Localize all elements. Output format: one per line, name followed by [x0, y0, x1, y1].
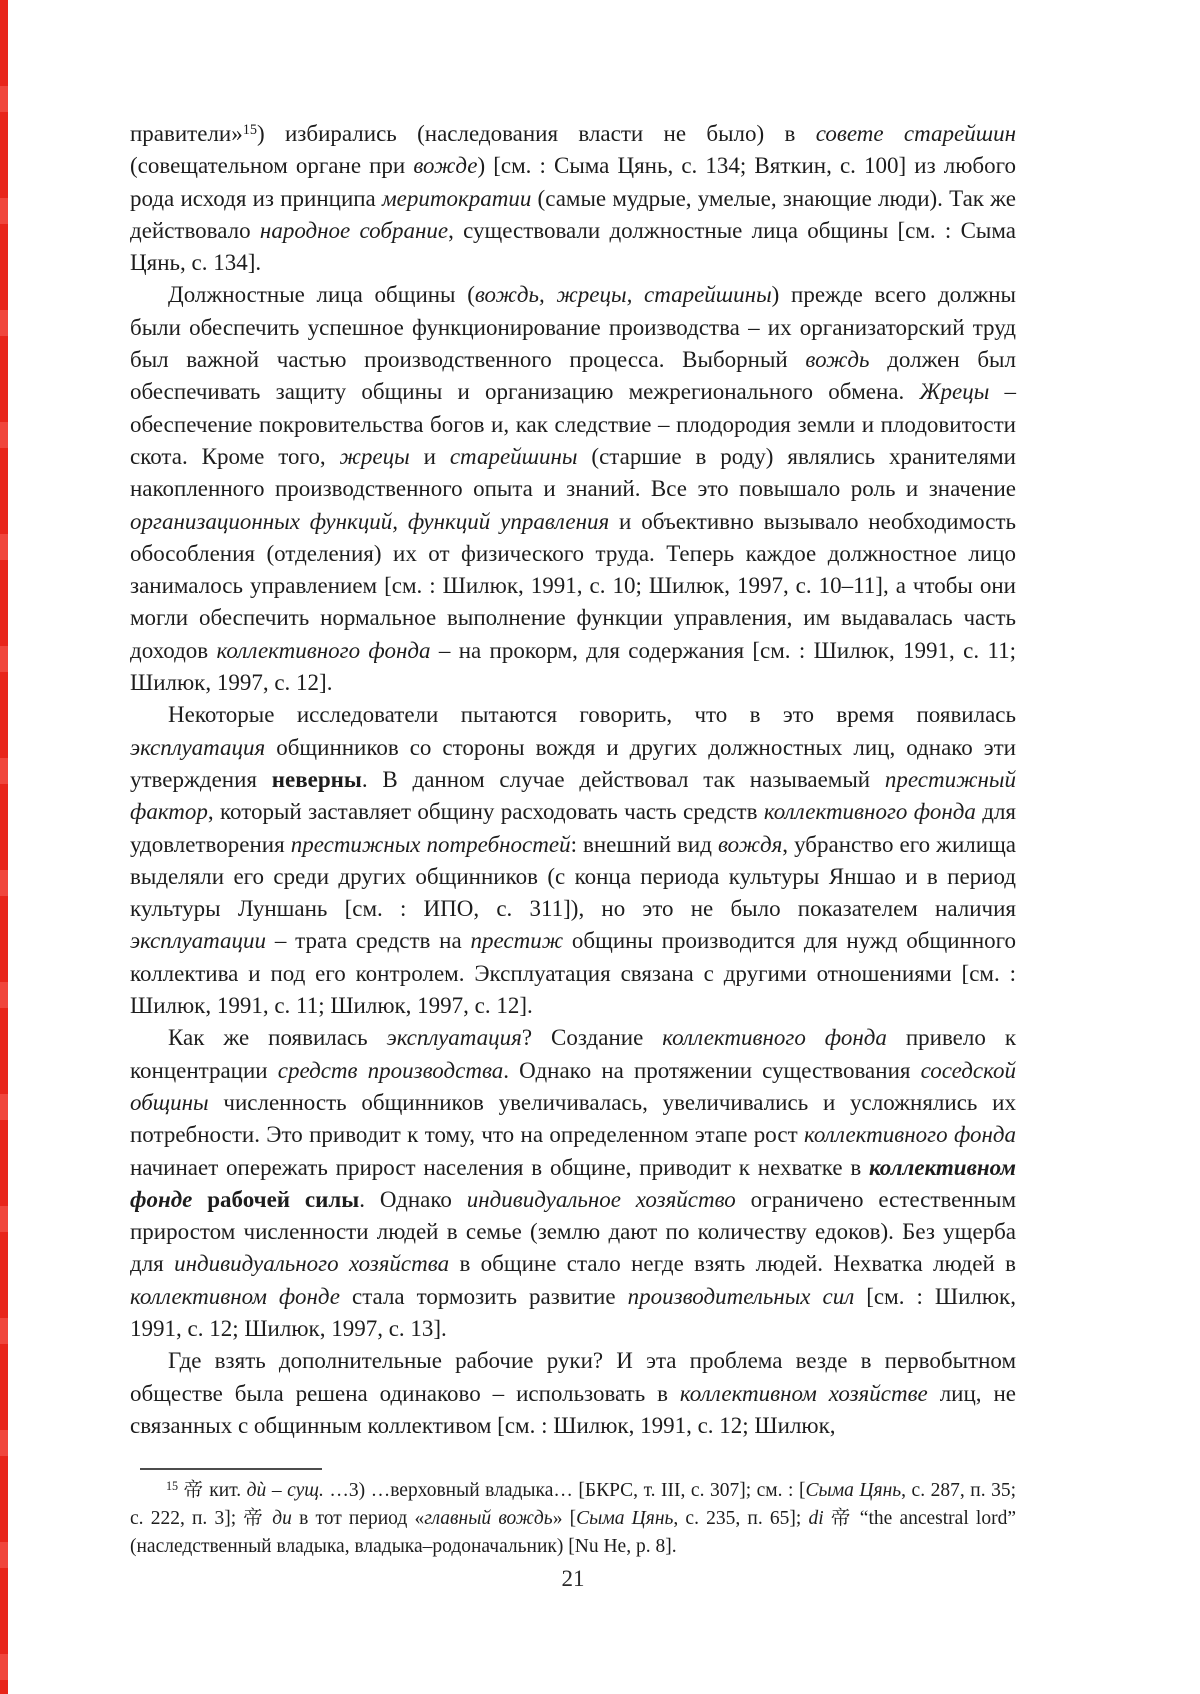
text-run: индивидуального хозяйства	[174, 1251, 450, 1277]
text-run: коллективном хозяйстве	[679, 1380, 928, 1406]
text-run: престижный фактор	[130, 766, 1017, 825]
text-run: начинает опережать прирост населения в общине, приводит к нехватке в	[130, 1154, 870, 1180]
text-run: 帝 “the ancestral lord” (наследственный владыка, владыка–родоначальник) [Nu He, p. 8].	[130, 1508, 1016, 1557]
left-edge-accent-bar	[0, 0, 8, 1694]
text-run: привело к концентрации	[130, 1025, 1017, 1083]
footnote-reference-mark: 15	[242, 122, 257, 139]
main-text-block	[130, 118, 1016, 1442]
text-run: , убранство его жилища выделяли его среди других общинников (с конца периода культуры Яншао и в период культуры Луншань [см. : ИПО, с. 311]), но это не было показателем наличия	[130, 831, 1017, 922]
text-run: общинников со стороны вождя и других должностных лиц, однако эти утверждения	[130, 734, 1016, 792]
paragraph	[130, 699, 1016, 1022]
text-run: совете старейшин	[815, 121, 1016, 146]
text-run: . В данном случае действовал так называемый	[361, 766, 885, 792]
text-run: коллективном фонде	[130, 1154, 1016, 1212]
text-run: вождя	[717, 831, 783, 857]
paragraph	[130, 1022, 1016, 1345]
text-run: неверны	[271, 766, 362, 792]
text-run: : внешний вид	[570, 831, 718, 857]
text-run: лиц, не связанных с общинным коллективом [см. : Шилюк, 1991, с. 12; Шилюк,	[130, 1380, 1016, 1438]
text-run: ? Создание	[521, 1025, 663, 1051]
text-run: дѝ	[246, 1480, 267, 1501]
text-run: [см. : Шилюк, 1991, с. 12; Шилюк, 1997, с. 13].	[130, 1283, 1016, 1341]
text-run: организационных функций, функций управления	[130, 508, 610, 534]
text-run: старейшины	[449, 443, 578, 469]
text-run: Некоторые исследователи пытаются говорить, что в это время появилась	[168, 702, 1016, 728]
text-run: 帝 кит.	[178, 1480, 247, 1501]
text-run: должен был обеспечивать защиту общины и организацию межрегионального обмена.	[130, 347, 1016, 405]
text-run: ди	[272, 1508, 292, 1529]
paragraph	[130, 279, 1016, 699]
text-run: , с. 235, п. 65];	[673, 1508, 809, 1529]
text-run: (старшие в роду) являлись хранителями накопленного производственного опыта и знаний. Все это повышало роль и значение	[130, 443, 1016, 502]
text-run: – обеспечение покровительства богов и, как следствие – плодородия земли и плодовитости скота. Кроме того,	[130, 379, 1017, 469]
text-run: в общине стало негде взять людей. Нехватка людей в	[449, 1251, 1016, 1277]
footnote-area	[130, 1468, 1016, 1561]
text-run: Сыма Цянь	[576, 1508, 674, 1529]
text-run: (совещательном органе при	[130, 153, 414, 179]
page-number: 21	[561, 1566, 585, 1591]
text-run: Сыма Цянь	[805, 1480, 902, 1501]
text-run: эксплуатации	[130, 928, 267, 954]
text-run: коллективном фонде	[130, 1283, 340, 1309]
text-run: коллективного фонда	[216, 637, 431, 663]
text-run: коллективного фонда	[763, 799, 976, 825]
text-run: жрецы	[339, 443, 410, 469]
text-run: и объективно вызывало необходимость обособления (отделения) их от физического труда. Теперь каждое должностное лицо занималось управлением [см. : Шилюк, 1991, с. 10; Шилюк, 1997, с. 10–11], а чтобы они могли обеспечить нормальное выполнение функции управления, им выдавалась часть доходов	[130, 508, 1016, 663]
text-run: , с. 287, п. 35; с. 222, п. 3]; 帝	[130, 1480, 1017, 1529]
footnote-reference-mark: 15	[166, 1479, 179, 1494]
text-run: вождь, жрецы, старейшины	[474, 282, 772, 308]
text-run: для удовлетворения	[130, 799, 1017, 857]
text-run: – трата средств на	[266, 928, 471, 954]
text-run: , который заставляет общину расходовать часть средств	[207, 799, 764, 825]
text-run: сущ.	[287, 1480, 324, 1501]
text-run: народное собрание	[259, 217, 449, 243]
text-run: главный вождь	[424, 1508, 553, 1529]
text-run: и	[409, 443, 450, 469]
text-run: численность общинников увеличивалась, увеличивались и усложнялись их потребности. Это приводит к тому, что на определенном этапе рост	[130, 1089, 1016, 1148]
paragraph	[130, 1345, 1016, 1442]
text-run: рабочей силы	[207, 1186, 360, 1212]
text-run: вождь	[805, 347, 870, 373]
text-run: эксплуатация	[130, 734, 266, 760]
text-run: ограничено естественным приростом численности людей в семье (землю дают по количеству едоков). Без ущерба для	[130, 1186, 1016, 1277]
text-run: Должностные лица общины (	[168, 282, 475, 308]
text-run: стала тормозить развитие	[339, 1283, 628, 1309]
text-run: престижных потребностей	[290, 831, 571, 857]
text-run: средств производства	[277, 1057, 504, 1083]
text-run: меритократии	[381, 185, 532, 211]
text-run: di	[808, 1508, 824, 1529]
text-run: коллективного фонда	[662, 1025, 887, 1051]
text-run: . Однако на протяжении существования	[503, 1057, 921, 1083]
text-run: Как же появилась	[168, 1025, 387, 1051]
text-run	[192, 1187, 207, 1212]
text-run: ) прежде всего должны были обеспечить успешное функционирование производства – их организаторский труд был важной частью производственного процесса. Выборный	[130, 282, 1017, 373]
text-run: . Однако	[359, 1186, 467, 1212]
text-run: коллективного фонда	[804, 1122, 1017, 1148]
text-run: в тот период «	[291, 1508, 425, 1529]
text-run: – на прокорм, для содержания [см. : Шилюк, 1991, с. 11; Шилюк, 1997, с. 12].	[130, 637, 1016, 696]
text-run: …3) …верховный владыка… [БКРС, т. III, с. 307]; см. : [	[323, 1480, 806, 1501]
text-run: эксплуатация	[386, 1025, 522, 1051]
text-run: » [	[552, 1508, 577, 1529]
text-run: ) [см. : Сыма Цянь, с. 134; Вяткин, с. 100] из любого рода исходя из принципа	[130, 153, 1016, 211]
text-run: соседской общины	[130, 1057, 1016, 1115]
text-run: вожде	[413, 153, 478, 179]
text-run: престиж	[470, 928, 564, 954]
text-run: ) избирались (наследования власти не было) в	[256, 121, 816, 146]
text-run: –	[266, 1480, 288, 1501]
text-run: Где взять дополнительные рабочие руки? И эта проблема везде в первобытном обществе была решена одинаково – использовать в	[130, 1348, 1016, 1406]
footnote-separator-rule	[140, 1468, 322, 1470]
footnote-text	[130, 1477, 1016, 1561]
paragraph	[130, 118, 1016, 279]
text-run: индивидуальное хозяйство	[466, 1186, 736, 1212]
text-run: , существовали должностные лица общины [см. : Сыма Цянь, с. 134].	[130, 217, 1016, 276]
text-run: (самые мудрые, умелые, знающие люди). Так же действовало	[130, 185, 1016, 243]
text-run: общины производится для нужд общинного коллектива и под его контролем. Эксплуатация связана с другими отношениями [см. : Шилюк, 1991, с. 11; Шилюк, 1997, с. 12].	[130, 928, 1016, 1019]
text-run: производительных сил	[627, 1283, 855, 1309]
text-run: правители»	[130, 121, 243, 146]
text-run: Жрецы	[919, 379, 990, 405]
